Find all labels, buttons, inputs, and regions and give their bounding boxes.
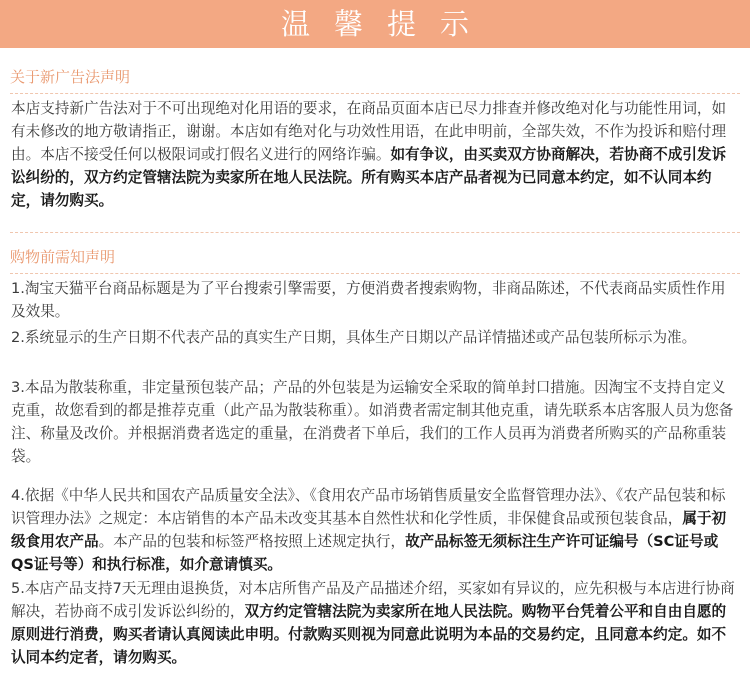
item4-text-c: 。本产品的包装和标签严格按照上述规定执行，	[98, 533, 406, 550]
divider	[10, 232, 740, 233]
dispute-clause: 如有争议，由买卖双方协商解决，若协商不成引发诉讼纠纷的，双方约定管辖法院为卖家所在地人民法院。所有购买本店产品者视为已同意本约定，如不认同本约定，请勿购买。	[11, 146, 727, 209]
item5-bold-b: 双方约定管辖法院为卖家所在地人民法院。购物平台凭着公平和自由自愿的原则进行消费，购买者请认真阅读此申明。付款购买则视为同意此说明为本品的交易约定，且同意本约定。如不认同本约定者，请勿购买。	[11, 603, 727, 666]
divider	[10, 273, 740, 274]
notice-item-4	[11, 484, 739, 576]
notice-item-1: 1.淘宝天猫平台商品标题是为了平台搜索引擎需要，方便消费者搜索购物，非商品陈述，不代表商品实质性作用及效果。	[11, 280, 726, 320]
notice-item-2: 2.系统显示的生产日期不代表产品的真实生产日期，具体生产日期以产品详情描述或产品包装所标示为准。	[11, 329, 697, 346]
item5-text-a: 5.本店产品支持7天无理由退换货，对本店所售产品及产品描述介绍，买家如有异议的，应先积极与本店进行协商解决，若协商不成引发诉讼纠纷的，	[11, 580, 735, 620]
statement-text: 本店支持新广告法对于不可出现绝对化用语的要求，在商品页面本店已尽力排查并修改绝对化与功能性用词，如有未修改的地方敬请指正，谢谢。本店如有绝对化与功效性用语，在此申明前，全部失效，不作为投诉和赔付理由。本店不接受任何以极限词或打假名义进行的网络诈骗。	[11, 100, 727, 163]
banner-title: 温馨提示	[0, 0, 750, 48]
notice-item-5	[11, 577, 739, 669]
ad-law-statement	[11, 97, 739, 212]
section-title-pre-purchase: 购物前需知声明	[10, 248, 116, 266]
item4-bold-d: 故产品标签无须标注生产许可证编号（SC证号或QS证号等）和执行标准，如介意请慎买。	[11, 533, 719, 573]
divider	[10, 93, 740, 94]
notice-item-3: 3.本品为散装称重，非定量预包装产品；产品的外包装是为运输安全采取的简单封口措施。因淘宝不支持自定义克重，故您看到的都是推荐克重（此产品为散装称重）。如消费者需定制其他克重，请先联系本店客服人员为您备注、称量及改价。并根据消费者选定的重量，在消费者下单后，我们的工作人员再为消费者所购买的产品称重装袋。	[11, 379, 734, 465]
item4-bold-b: 属于初级食用农产品	[11, 510, 727, 550]
section-title-ad-law: 关于新广告法声明	[10, 68, 131, 86]
item4-text-a: 4.依据《中华人民共和国农产品质量安全法》、《食用农产品市场销售质量安全监督管理办法》、《农产品包装和标识管理办法》之规定：本店销售的本产品未改变其基本自然性状和化学性质，非保健食品或预包装食品，	[11, 487, 726, 527]
